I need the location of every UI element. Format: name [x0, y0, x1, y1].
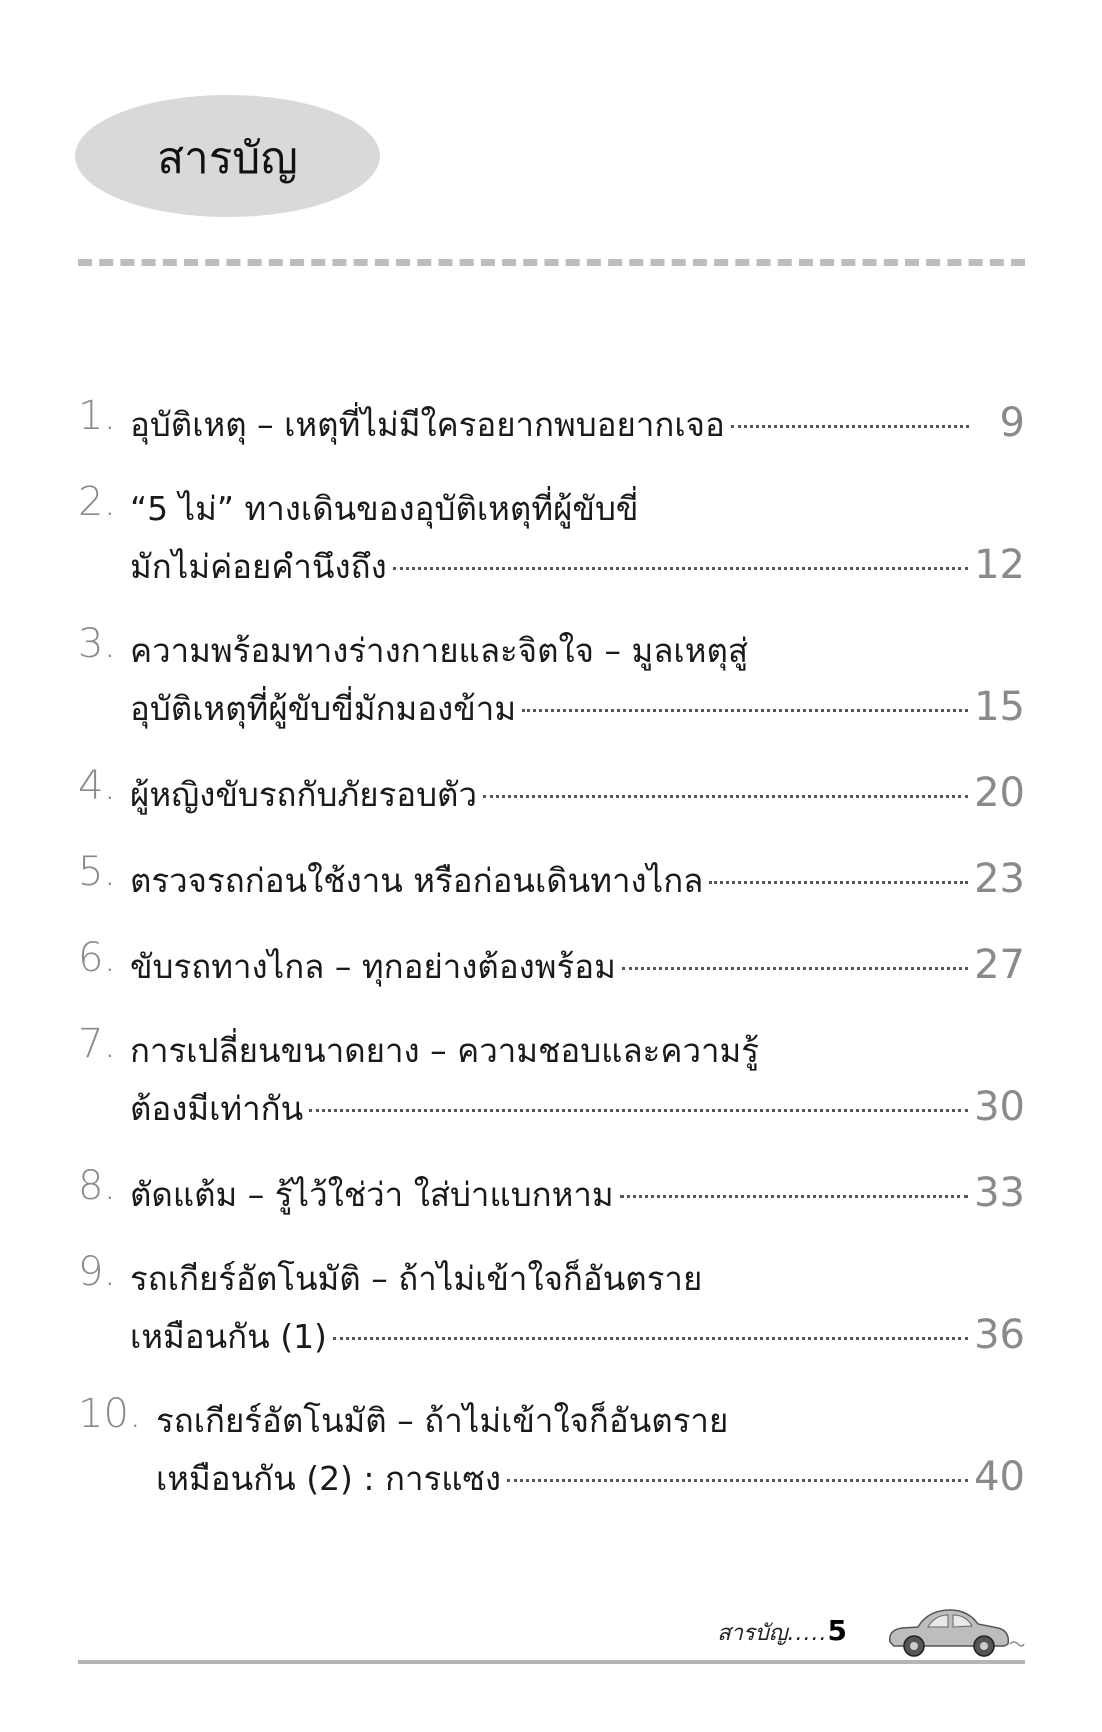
entry-title: ตัดแต้ม – รู้ไว้ใช่ว่า ใส่บ่าแบกหาม	[130, 1175, 614, 1214]
entry-page: 36	[974, 1312, 1025, 1358]
entry-number: 7.	[78, 1021, 117, 1067]
entry-line	[78, 851, 1025, 909]
dot-leader	[309, 1109, 968, 1112]
entry-title-cont: อุบัติเหตุที่ผู้ขับขี่มักมองข้าม	[130, 689, 517, 728]
entry-line	[78, 1393, 1025, 1449]
dot-leader	[333, 1337, 968, 1340]
entry-page: 27	[974, 942, 1025, 988]
toc-entry[interactable]	[78, 1165, 1025, 1223]
entry-line	[78, 765, 1025, 823]
entry-page: 40	[974, 1454, 1025, 1500]
toc-list	[78, 395, 1025, 1507]
entry-title: รถเกียร์อัตโนมัติ – ถ้าไม่เข้าใจก็อันตราย	[130, 1259, 703, 1298]
entry-line	[78, 481, 1025, 537]
dot-leader	[731, 425, 969, 428]
entry-line	[78, 1079, 1025, 1137]
entry-page: 33	[974, 1170, 1025, 1216]
dot-leader	[393, 567, 968, 570]
entry-page: 9	[999, 400, 1025, 446]
entry-line	[78, 1307, 1025, 1365]
entry-page: 20	[974, 770, 1025, 816]
entry-title: ความพร้อมทางร่างกายและจิตใจ – มูลเหตุสู่	[130, 631, 749, 670]
entry-number: 6.	[78, 935, 117, 981]
toc-entry[interactable]	[78, 765, 1025, 823]
entry-title-cont: ต้องมีเท่ากัน	[130, 1089, 304, 1128]
toc-entry[interactable]	[78, 481, 1025, 595]
footer-label	[717, 1614, 847, 1650]
toc-entry[interactable]	[78, 851, 1025, 909]
entry-line	[78, 537, 1025, 595]
entry-page: 30	[974, 1084, 1025, 1130]
entry-title-cont: เหมือนกัน (1)	[130, 1317, 327, 1356]
entry-title: รถเกียร์อัตโนมัติ – ถ้าไม่เข้าใจก็อันตราย	[156, 1401, 729, 1440]
entry-title-cont: มักไม่ค่อยคำนึงถึง	[130, 547, 387, 586]
entry-number: 1.	[78, 393, 117, 439]
entry-title: “5 ไม่” ทางเดินของอุบัติเหตุที่ผู้ขับขี่	[130, 489, 639, 528]
entry-number: 8.	[78, 1163, 117, 1209]
entry-number: 3.	[78, 621, 117, 667]
title-pill	[75, 95, 380, 217]
entry-number: 4.	[78, 763, 117, 809]
footer-title: สารบัญ	[717, 1621, 788, 1646]
entry-line	[78, 1449, 1025, 1507]
entry-page: 23	[974, 856, 1025, 902]
dot-leader	[483, 795, 968, 798]
toc-entry[interactable]	[78, 937, 1025, 995]
toc-entry[interactable]	[78, 395, 1025, 453]
entry-title: ขับรถทางไกล – ทุกอย่างต้องพร้อม	[130, 947, 616, 986]
entry-line	[78, 679, 1025, 737]
entry-line	[78, 395, 1025, 453]
footer-dots: .....	[787, 1621, 828, 1646]
toc-entry[interactable]	[78, 623, 1025, 737]
entry-number: 10.	[78, 1391, 142, 1437]
footer-page-number: 5	[827, 1614, 847, 1647]
dot-leader	[522, 709, 968, 712]
entry-title: ผู้หญิงขับรถกับภัยรอบตัว	[130, 775, 477, 814]
page-title: สารบัญ	[157, 133, 298, 184]
entry-number: 5.	[78, 849, 117, 895]
dot-leader	[507, 1479, 968, 1482]
entry-page: 15	[974, 684, 1025, 730]
dashed-divider	[78, 259, 1025, 266]
car-icon	[880, 1600, 1025, 1660]
toc-entry[interactable]	[78, 1251, 1025, 1365]
entry-title: การเปลี่ยนขนาดยาง – ความชอบและความรู้	[130, 1031, 759, 1070]
entry-page: 12	[974, 542, 1025, 588]
dot-leader	[709, 881, 968, 884]
entry-line	[78, 1165, 1025, 1223]
entry-title: ตรวจรถก่อนใช้งาน หรือก่อนเดินทางไกล	[130, 861, 704, 900]
entry-number: 9.	[78, 1249, 117, 1295]
toc-entry[interactable]	[78, 1393, 1025, 1507]
entry-line	[78, 1251, 1025, 1307]
footer-rule	[78, 1660, 1025, 1664]
entry-title-cont: เหมือนกัน (2) : การแซง	[156, 1459, 502, 1498]
toc-entry[interactable]	[78, 1023, 1025, 1137]
dot-leader	[622, 967, 968, 970]
entry-line	[78, 623, 1025, 679]
entry-line	[78, 1023, 1025, 1079]
entry-line	[78, 937, 1025, 995]
entry-number: 2.	[78, 479, 117, 525]
dot-leader	[620, 1195, 968, 1198]
entry-title: อุบัติเหตุ – เหตุที่ไม่มีใครอยากพบอยากเจอ	[130, 405, 725, 444]
